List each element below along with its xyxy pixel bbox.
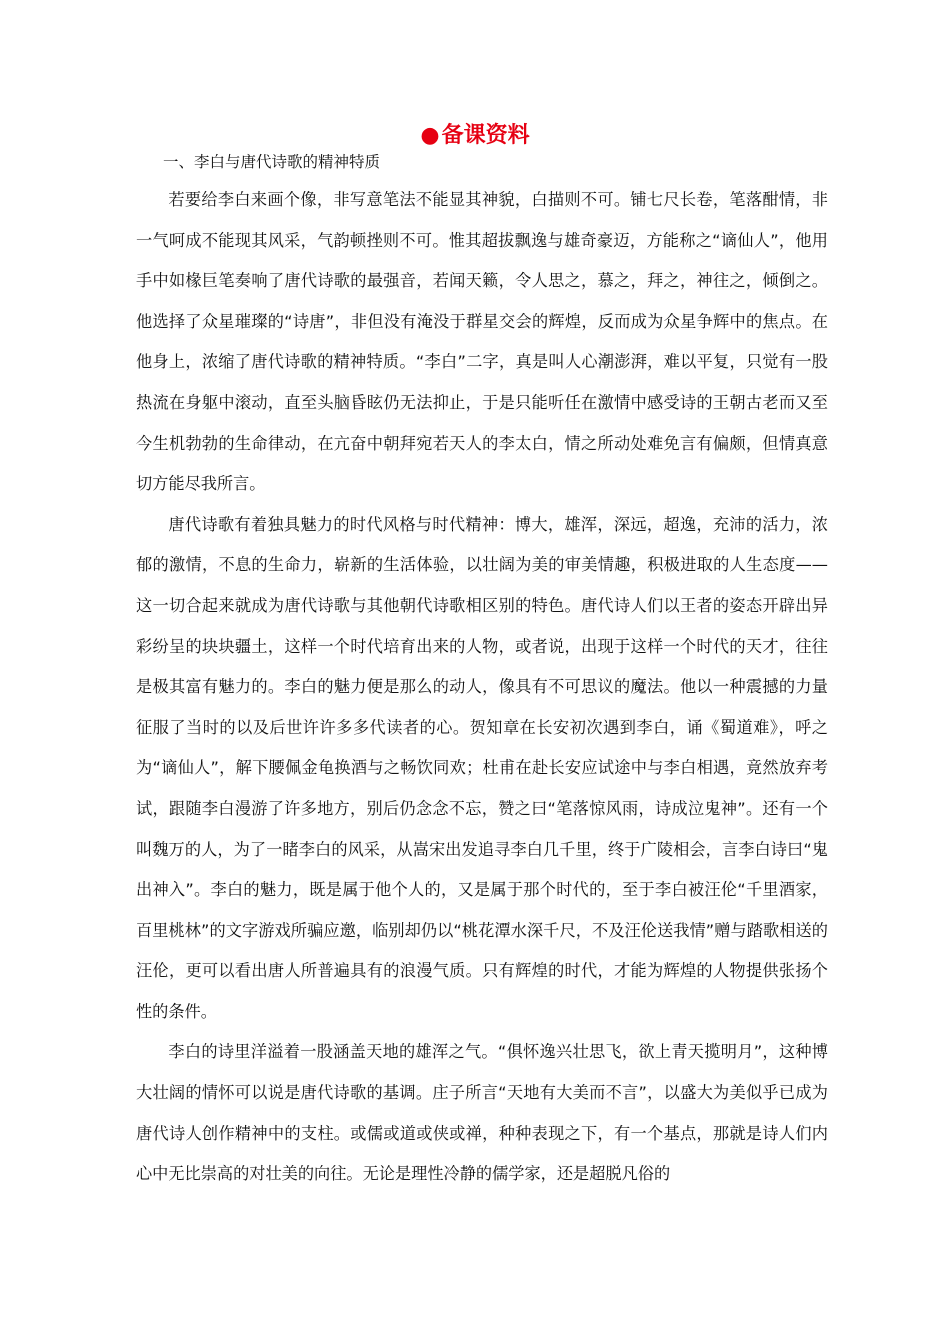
paragraph-1: 若要给李白来画个像，非写意笔法不能显其神貌，白描则不可。铺七尺长卷，笔落酣情，非一气呵成不能现其风采，气韵顿挫则不可。惟其超拔飘逸与雄奇豪迈，方能称之“谪仙人”，他用手中如椽巨笔奏响了唐代诗歌的最强音，若闻天籁，令人思之，慕之，拜之，神往之，倾倒之。他选择了众星璀璨的“诗唐”，非但没有淹没于群星交会的辉煌，反而成为众星争辉中的焦点。在他身上，浓缩了唐代诗歌的精神特质。“李白”二字，真是叫人心潮澎湃，难以平复，只觉有一股热流在身躯中滚动，直至头脑昏眩仍无法抑止，于是只能听任在激情中感受诗的王朝古老而又至今生机勃勃的生命律动，在亢奋中朝拜宛若天人的李太白，情之所动处难免言有偏颇，但情真意切方能尽我所言。: [136, 190, 828, 494]
paragraph-3: 李白的诗里洋溢着一股涵盖天地的雄浑之气。“俱怀逸兴壮思飞，欲上青天揽明月”，这种博大壮阔的情怀可以说是唐代诗歌的基调。庄子所言“天地有大美而不言”，以盛大为美似乎已成为唐代诗人创作精神中的支柱。或儒或道或侠或禅，种种表现之下，有一个基点，那就是诗人们内心中无比崇高的对壮美的向往。无论是理性冷静的儒学家，还是超脱凡俗的: [136, 1042, 828, 1184]
page-title: [0, 120, 950, 152]
bullet-dot-icon: ●: [420, 123, 440, 148]
title-text: 备课资料: [441, 123, 530, 148]
paragraph-2: 唐代诗歌有着独具魅力的时代风格与时代精神：博大，雄浑，深远，超逸，充沛的活力，浓郁的激情，不息的生命力，崭新的生活体验，以壮阔为美的审美情趣，积极进取的人生态度——这一切合起来就成为唐代诗歌与其他朝代诗歌相区别的特色。唐代诗人们以王者的姿态开辟出异彩纷呈的块块疆土，这样一个时代培育出来的人物，或者说，出现于这样一个时代的天才，往往是极其富有魅力的。李白的魅力便是那么的动人，像具有不可思议的魔法。他以一种震撼的力量征服了当时的以及后世许许多多代读者的心。贺知章在长安初次遇到李白，诵《蜀道难》，呼之为“谪仙人”，解下腰佩金龟换酒与之畅饮同欢；杜甫在赴长安应试途中与李白相遇，竟然放弃考试，跟随李白漫游了许多地方，别后仍念念不忘，赞之曰“笔落惊风雨，诗成泣鬼神”。还有一个叫魏万的人，为了一睹李白的风采，从嵩宋出发追寻李白几千里，终于广陵相会，言李白诗曰“鬼出神入”。李白的魅力，既是属于他个人的，又是属于那个时代的，至于李白被汪伦“千里酒家，百里桃林”的文字游戏所骗应邀，临别却仍以“桃花潭水深千尺，不及汪伦送我情”赠与踏歌相送的汪伦，更可以看出唐人所普遍具有的浪漫气质。只有辉煌的时代，才能为辉煌的人物提供张扬个性的条件。: [136, 514, 828, 1021]
document-body: [136, 180, 828, 1195]
section-heading: 一、李白与唐代诗歌的精神特质: [163, 153, 381, 171]
